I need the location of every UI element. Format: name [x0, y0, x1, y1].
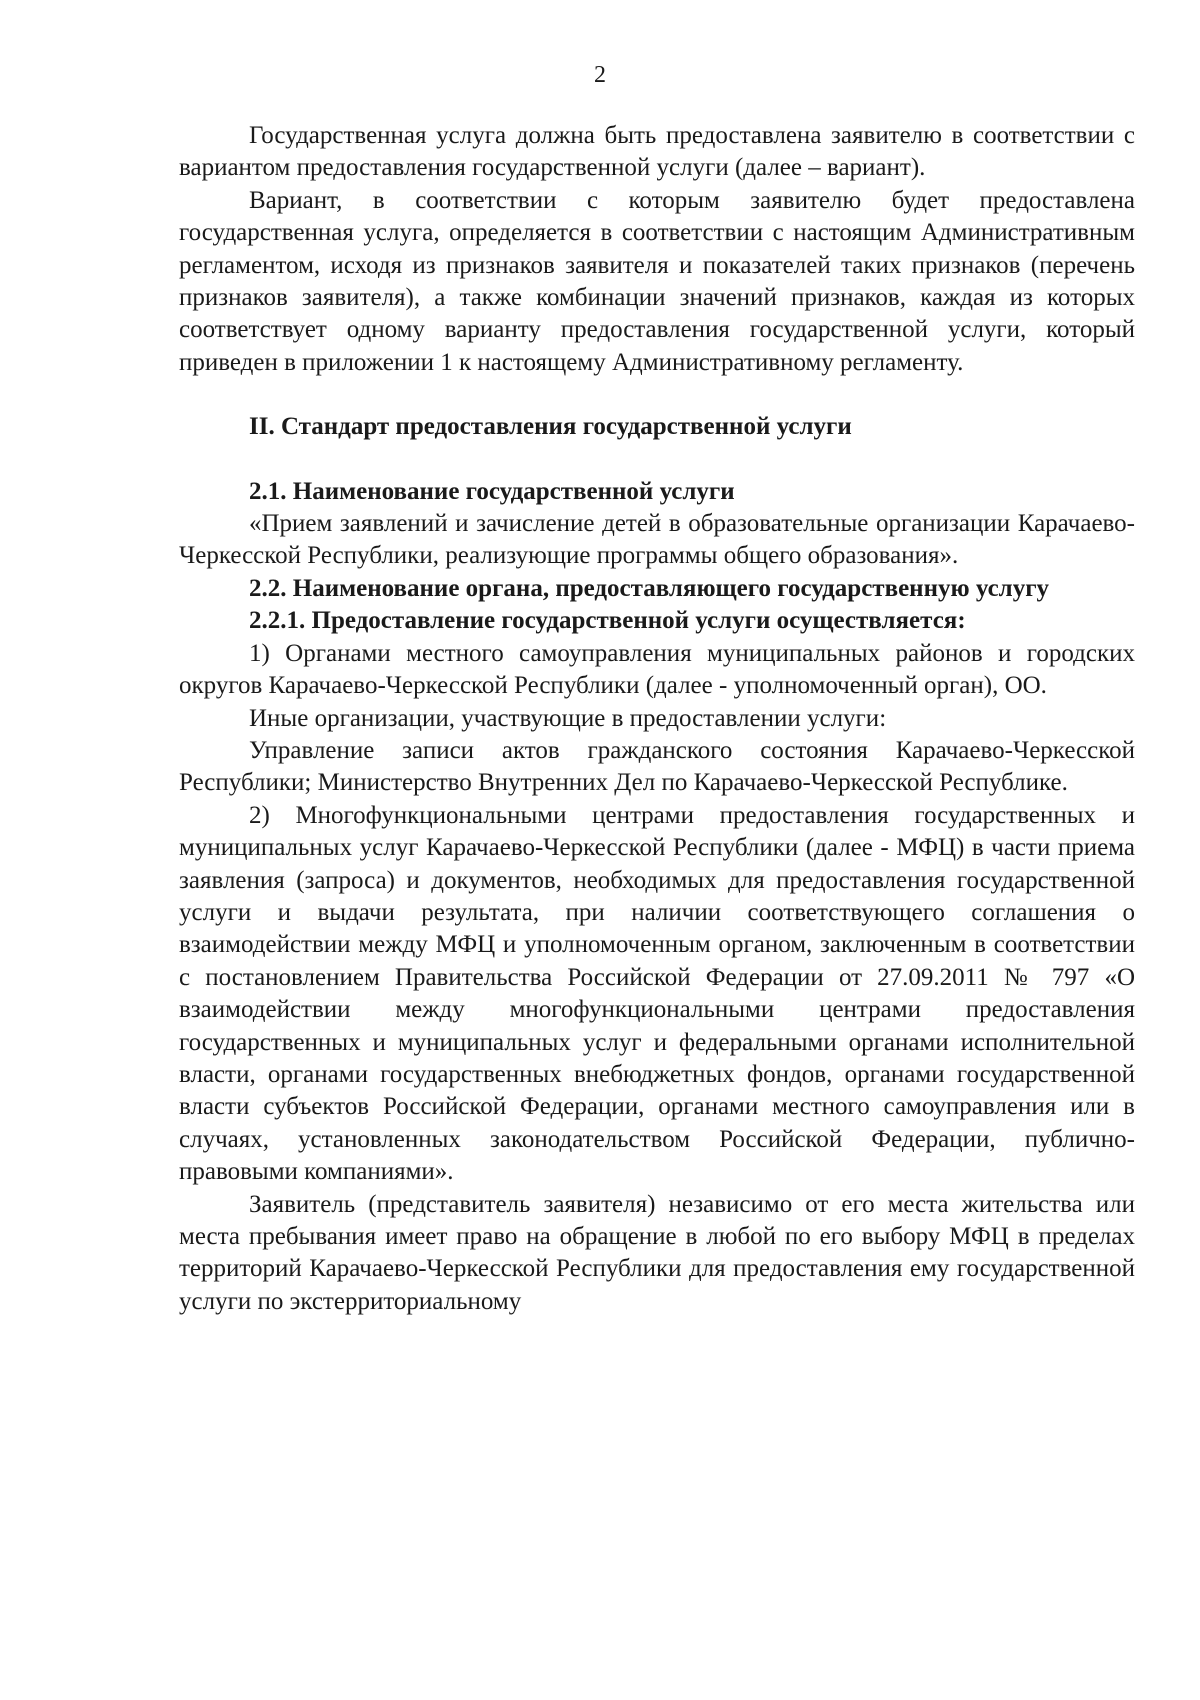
paragraph-applicant: Заявитель (представитель заявителя) независимо от его места жительства или места пребывания имеет право на обращение в любой по его выбору МФЦ в пределах территорий Карачаево-Черкесской Республики для предоставления ему государственной услуги по экстерриториальному — [179, 1190, 1135, 1315]
paragraph-item-2: 2) Многофункциональными центрами предоставления государственных и муниципальных услуг Карачаево-Черкесской Республики (далее - МФЦ) в части приема заявления (запроса) и документов, необходимых для предоставления государственной услуги и выдачи результата, при наличии соответствующего соглашения о взаимодействии между МФЦ и уполномоченным органом, заключенным в соответствии с постановлением Правительства Российской Федерации от 27.09.2011 № 797 «О взаимодействии между многофункциональными центрами предоставления государственных и муниципальных услуг и федеральными органами исполнительной власти, органами государственных внебюджетных фондов, органами государственной власти субъектов Российской Федерации, органами местного самоуправления или в случаях, установленных законодательством Российской Федерации, публично-правовыми компаниями». — [179, 801, 1135, 1186]
heading-2-1: 2.1. Наименование государственной услуги — [249, 477, 735, 505]
heading-2-2: 2.2. Наименование органа, предоставляющего государственную услугу — [249, 574, 1050, 602]
paragraph-item-1: 1) Органами местного самоуправления муниципальных районов и городских округов Карачаево-Черкесской Республики (далее - уполномоченный орган), ОО. — [179, 639, 1135, 700]
page-number: 2 — [594, 62, 606, 88]
paragraph-variant-definition: Вариант, в соответствии с которым заявителю будет предоставлена государственная услуга, определяется в соответствии с настоящим Административным регламентом, исходя из признаков заявителя и показателей таких признаков (перечень признаков заявителя), а также комбинации значений признаков, каждая из которых соответствует одному варианту предоставления государственной услуги, который приведен в приложении 1 к настоящему Административному регламенту. — [179, 186, 1135, 376]
paragraph-service-name: «Прием заявлений и зачисление детей в образовательные организации Карачаево-Черкесской Республики, реализующие программы общего образования». — [179, 510, 1135, 570]
document-body — [179, 120, 1135, 1318]
heading-2-2-1: 2.2.1. Предоставление государственной услуги осуществляется: — [249, 607, 966, 635]
paragraph-other-orgs: Иные организации, участвующие в предоставлении услуги: — [249, 704, 887, 732]
section-title: II. Стандарт предоставления государственной услуги — [249, 413, 852, 441]
paragraph-other-orgs-list: Управление записи актов гражданского состояния Карачаево-Черкесской Республики; Министерство Внутренних Дел по Карачаево-Черкесской Республике. — [179, 736, 1135, 797]
paragraph-variant-intro: Государственная услуга должна быть предоставлена заявителю в соответствии с вариантом предоставления государственной услуги (далее – вариант). — [179, 122, 1135, 182]
